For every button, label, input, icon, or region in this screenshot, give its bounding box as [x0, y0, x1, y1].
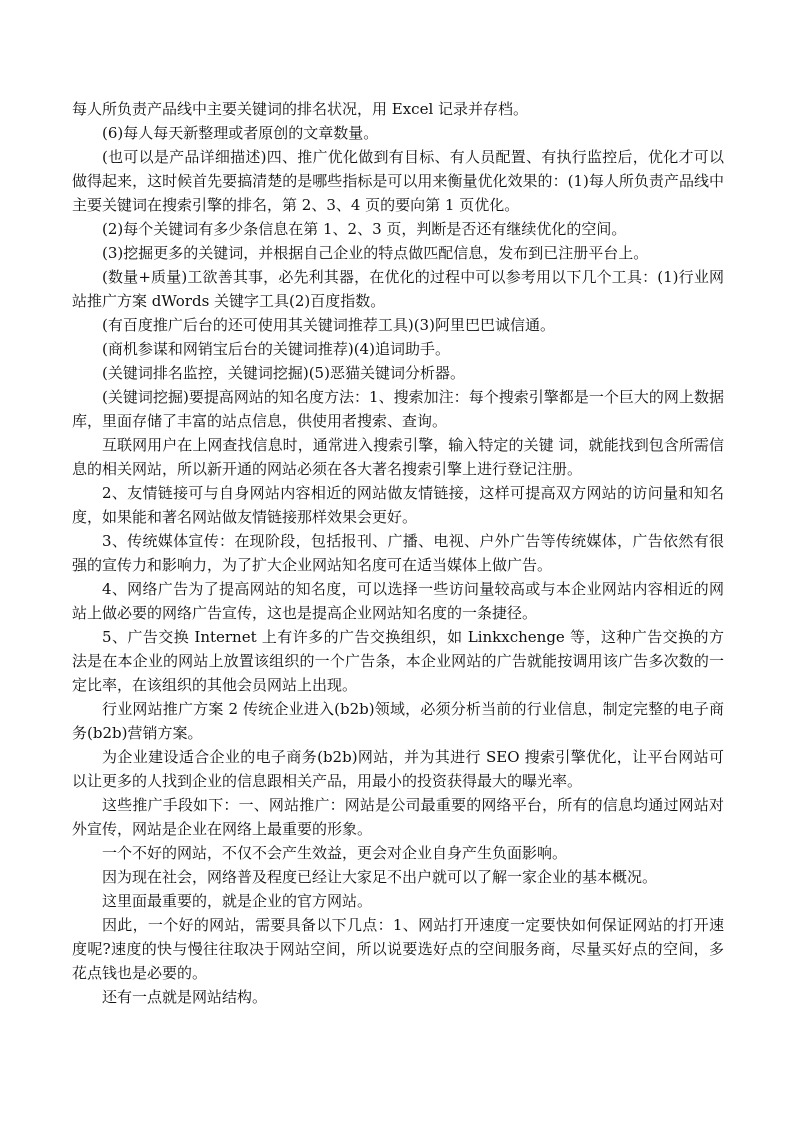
paragraph-3: (也可以是产品详细描述)四、推广优化做到有目标、有人员配置、有执行监控后，优化才可以做得起来，这时候首先要搞清楚的是哪些指标是可以用来衡量优化效果的：(1)每人所负责产品线中主要关键词在搜索引擎的排名，第 2、3、4 页的要向第 1 页优化。 [72, 148, 724, 214]
paragraph-1: 每人所负责产品线中主要关键词的排名状况，用 Excel 记录并存档。 [72, 100, 529, 118]
paragraph-15: 5、广告交换 Internet 上有许多的广告交换组织，如 Linkxchenge 等，这种广告交换的方法是在本企业的网站上放置该组织的一个广告条，本企业网站的广告就能按调用该广告多次数的一定比率，在该组织的其他会员网站上出现。 [72, 628, 724, 694]
paragraph-18: 这些推广手段如下：一、网站推广：网站是公司最重要的网络平台，所有的信息均通过网站对外宣传，网站是企业在网络上最重要的形象。 [72, 796, 724, 838]
paragraph-12: 2、友情链接可与自身网站内容相近的网站做友情链接，这样可提高双方网站的访问量和知名度，如果能和著名网站做友情链接那样效果会更好。 [72, 484, 724, 526]
paragraph-16: 行业网站推广方案 2 传统企业进入(b2b)领域，必须分析当前的行业信息，制定完整的电子商务(b2b)营销方案。 [72, 700, 724, 742]
paragraph-23: 还有一点就是网站结构。 [102, 988, 268, 1006]
paragraph-14: 4、网络广告为了提高网站的知名度，可以选择一些访问量较高或与本企业网站内容相近的网站上做必要的网络广告宣传，这也是提高企业网站知名度的一条捷径。 [72, 580, 724, 622]
paragraph-10: (关键词挖掘)要提高网站的知名度方法：1、搜索加注：每个搜索引擎都是一个巨大的网上数据库，里面存储了丰富的站点信息，供使用者搜索、查询。 [72, 388, 724, 430]
paragraph-2: (6)每人每天新整理或者原创的文章数量。 [102, 124, 379, 142]
paragraph-6: (数量+质量)工欲善其事，必先利其器，在优化的过程中可以参考用以下几个工具：(1)行业网站推广方案 dWords 关键字工具(2)百度指数。 [72, 268, 724, 310]
document-body [72, 97, 724, 1009]
paragraph-11: 互联网用户在上网查找信息时，通常进入搜索引擎，输入特定的关键 词，就能找到包含所需信息的相关网站，所以新开通的网站必须在各大著名搜索引擎上进行登记注册。 [72, 436, 724, 478]
paragraph-5: (3)挖掘更多的关键词，并根据自己企业的特点做匹配信息，发布到已注册平台上。 [102, 244, 649, 262]
paragraph-8: (商机参谋和网销宝后台的关键词推荐)(4)追词助手。 [102, 340, 450, 358]
paragraph-22: 因此，一个好的网站，需要具备以下几点：1、网站打开速度一定要快如何保证网站的打开速度呢?速度的快与慢往往取决于网站空间，所以说要选好点的空间服务商，尽量买好点的空间，多花点钱也是必要的。 [72, 916, 724, 982]
paragraph-17: 为企业建设适合企业的电子商务(b2b)网站，并为其进行 SEO 搜索引擎优化，让平台网站可以让更多的人找到企业的信息跟相关产品，用最小的投资获得最大的曝光率。 [72, 748, 724, 790]
paragraph-19: 一个不好的网站，不仅不会产生效益，更会对企业自身产生负面影响。 [102, 844, 568, 862]
paragraph-13: 3、传统媒体宣传：在现阶段，包括报刊、广播、电视、户外广告等传统媒体，广告依然有很强的宣传力和影响力，为了扩大企业网站知名度可在适当媒体上做广告。 [72, 532, 724, 574]
paragraph-21: 这里面最重要的，就是企业的官方网站。 [102, 892, 373, 910]
paragraph-9: (关键词排名监控，关键词挖掘)(5)恶猫关键词分析器。 [102, 364, 465, 382]
paragraph-20: 因为现在社会，网络普及程度已经让大家足不出户就可以了解一家企业的基本概况。 [102, 868, 658, 886]
paragraph-7: (有百度推广后台的还可使用其关键词推荐工具)(3)阿里巴巴诚信通。 [102, 316, 555, 334]
paragraph-4: (2)每个关键词有多少条信息在第 1、2、3 页，判断是否还有继续优化的空间。 [102, 220, 627, 238]
